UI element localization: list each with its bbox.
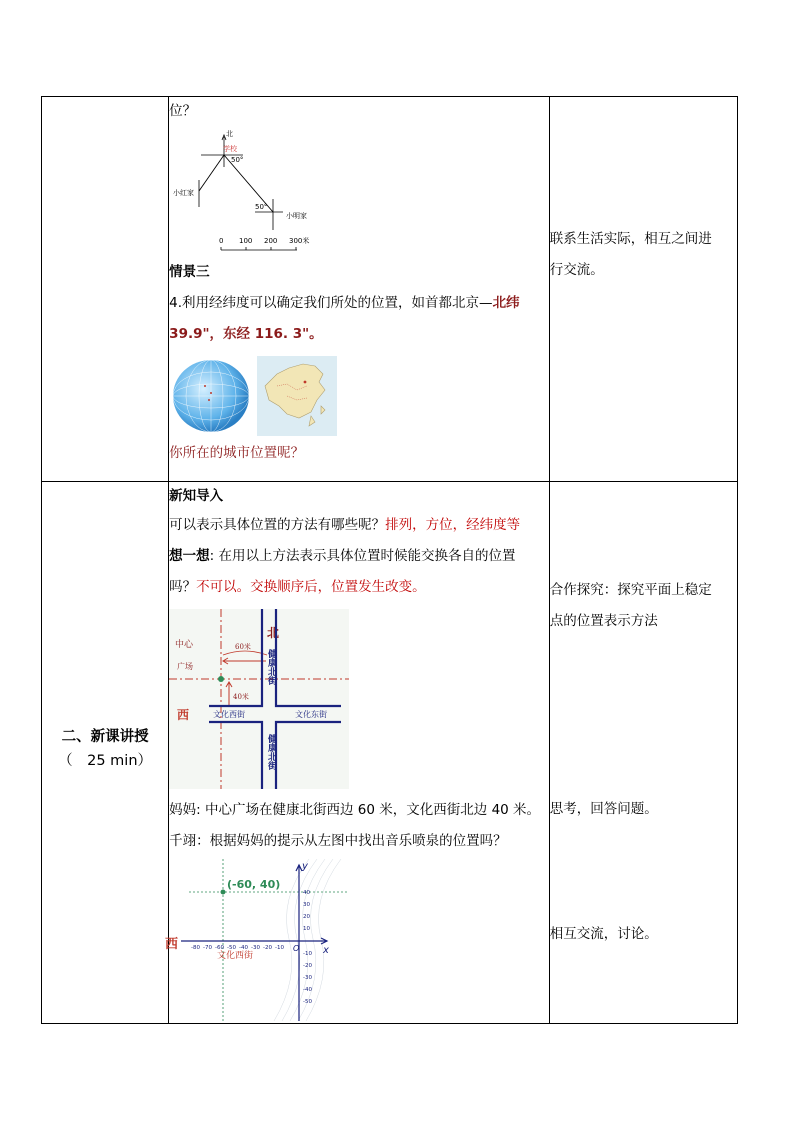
map-center: 中心 — [175, 640, 194, 650]
coordinate-plane — [165, 859, 349, 1021]
diagram-school: 学校 — [223, 145, 238, 153]
x-tick: -20 — [263, 945, 273, 951]
think-line-1 — [169, 541, 549, 572]
think-answer: 不可以。交换顺序后，位置发生改变。 — [196, 579, 426, 595]
direction-diagram — [169, 125, 349, 255]
intro-tail: 位？ — [169, 103, 197, 119]
coord-west: 西 — [165, 937, 179, 952]
row2-section-cell — [42, 482, 169, 1024]
latitude-line — [169, 288, 549, 319]
row1-section-cell — [42, 97, 169, 482]
y-tick: 20 — [303, 914, 311, 920]
map-jiankang-south: 健康北街 — [266, 734, 277, 770]
scene-title: 情景三 — [169, 264, 210, 280]
map-60m: 60米 — [235, 643, 252, 651]
think-text-1: : 在用以上方法表示具体位置时候能交换各自的位置 — [209, 548, 516, 564]
path-to-xiaohong — [199, 155, 224, 191]
y-tick: -10 — [303, 951, 313, 957]
methods-question — [169, 510, 549, 541]
street-map — [169, 609, 349, 789]
map-images — [171, 356, 549, 436]
row2-right-text-1: 合作探究：探究平面上稳定 — [549, 582, 712, 598]
section-time: （ 25 min） — [58, 753, 153, 769]
qianyi-question: 千翊：根据妈妈的提示从左图中找出音乐喷泉的位置吗？ — [169, 833, 507, 849]
row-new-lesson — [42, 482, 738, 1024]
city-question: 你所在的城市位置呢？ — [169, 445, 305, 461]
row2-right-text-2: 点的位置表示方法 — [549, 613, 658, 629]
y-tick: 30 — [303, 902, 311, 908]
think-label: 想一想 — [169, 548, 210, 564]
x-tick: -60 — [215, 945, 225, 951]
x-tick: -80 — [191, 945, 201, 951]
globe-image — [171, 356, 253, 436]
map-west: 西 — [177, 708, 190, 722]
row1-right-cell — [549, 97, 737, 482]
row1-right-text-1: 联系生活实际，相互之间进 — [549, 231, 712, 247]
map-west-street: 文化西街 — [213, 710, 246, 719]
y-tick: -20 — [303, 963, 313, 969]
scale-tick-100: 100 — [239, 237, 253, 245]
y-tick: -30 — [303, 975, 313, 981]
coordinates-line: 39.9"，东经 116. 3"。 — [169, 326, 323, 342]
lesson-table — [41, 96, 738, 1024]
diagram-xiaohong: 小红家 — [173, 189, 195, 197]
diagram-north: 北 — [226, 130, 234, 138]
think-line-2 — [169, 572, 549, 603]
diagram-angle-bottom: 50° — [255, 203, 268, 211]
map-plaza: 广场 — [177, 662, 194, 671]
y-axis-label: y — [302, 861, 309, 872]
scale-tick-200: 200 — [264, 237, 278, 245]
coord-street: 文化西街 — [217, 951, 254, 961]
x-tick: -30 — [251, 945, 261, 951]
y-tick: -40 — [303, 987, 313, 993]
x-axis-label: x — [323, 945, 330, 956]
think-text-2: 吗？ — [169, 579, 197, 595]
methods-answer: 排列，方位，经纬度等 — [385, 517, 521, 533]
y-tick: 40 — [303, 890, 311, 896]
y-tick: -50 — [303, 999, 313, 1005]
x-tick: -10 — [275, 945, 285, 951]
latitude-prefix: 4.利用经纬度可以确定我们所处的位置，如首都北京— — [169, 295, 493, 311]
map-40m: 40米 — [233, 693, 250, 701]
diagram-xiaoming: 小明家 — [286, 212, 308, 220]
x-tick: -40 — [239, 945, 249, 951]
x-tick: -70 — [203, 945, 213, 951]
row2-right-text-3: 思考，回答问题。 — [549, 801, 658, 817]
x-tick: -50 — [227, 945, 237, 951]
new-knowledge-title: 新知导入 — [169, 488, 224, 504]
row1-content-cell — [169, 97, 550, 482]
map-east-street: 文化东街 — [295, 710, 328, 719]
row2-right-cell — [549, 482, 737, 1024]
map-jiankang-north: 健康北街 — [266, 649, 277, 685]
methods-prefix: 可以表示具体位置的方法有哪些呢？ — [169, 517, 386, 533]
scale-tick-0: 0 — [219, 237, 224, 245]
row2-content-cell — [165, 482, 550, 1024]
row-scene-three — [42, 97, 738, 482]
origin-label: O — [293, 944, 300, 953]
plaza-dot — [218, 676, 224, 682]
section-label: 二、新课讲授 — [61, 729, 149, 745]
row2-right-text-4: 相互交流，讨论。 — [549, 926, 658, 942]
diagram-angle-top: 50° — [231, 156, 244, 164]
scale-tick-300: 300米 — [289, 237, 310, 245]
latitude-highlight: 北纬 — [492, 295, 520, 311]
row1-right-text-2: 行交流。 — [549, 262, 604, 278]
y-tick: 10 — [303, 926, 311, 932]
point-label: (-60, 40) — [227, 878, 281, 891]
map-north: 北 — [267, 626, 280, 640]
mom-hint: 妈妈: 中心广场在健康北街西边 60 米，文化西街北边 40 米。 — [169, 802, 541, 818]
point-marker — [221, 890, 226, 895]
china-map-image — [257, 356, 337, 436]
